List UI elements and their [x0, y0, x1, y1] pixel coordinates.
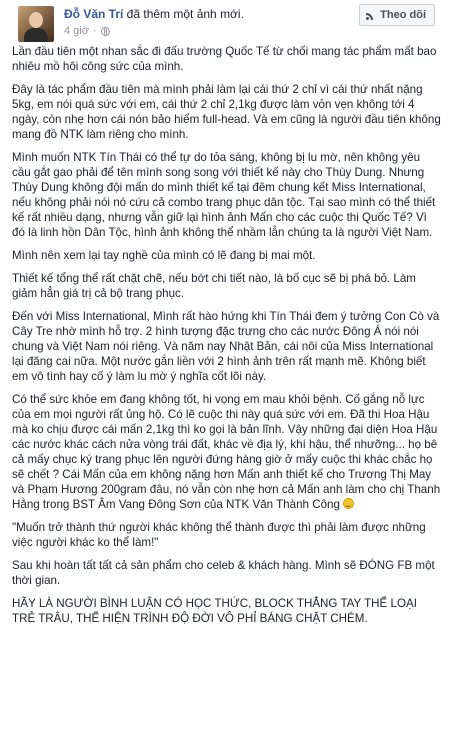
post-header	[10, 0, 443, 44]
smile-emoji-icon	[343, 498, 354, 509]
post-paragraph: Mình muốn NTK Tín Thái có thể tự do tỏa sáng, không bị lu mờ, nên không yêu cầu gắt gao phải để tên mình song song với thiết kế này cho Thùy Dung. Nhưng Thùy Dung không đội mấn do mình thiết kế tại đêm chung kết Miss International, nếu không phải nói nó cứu cả combo trang phục dân tộc. Tại sao mình có thể thiết kế rất nhiều dạng, nhưng vẫn giữ lại hình ảnh Mấn cho các cuộc thi Quốc Tế? Vì đó là linh hồn Dân Tộc, hình ảnh không thể nhầm lẫn chúng ta là người Việt Nam.	[12, 151, 436, 239]
post-timestamp[interactable]: 4 giờ	[64, 25, 89, 37]
post-paragraph: Đây là tác phẩm đầu tiên mà mình phải làm lại cái thứ 2 chỉ vì cái thứ nhất nặng 5kg, em nói quá sức với em, cái thứ 2 chỉ 2,1kg được làm vỏn vẹn không tới 4 ngày, còn nhẹ hơn cái nón bảo hiểm full-head. Và em cũng là người đầu tiên không mang đồ NTK làm riêng cho mình.	[12, 83, 441, 141]
post-paragraph: Thiết kế tổng thể rất chặt chẽ, nếu bớt chi tiết nào, là bố cục sẽ bị phá bỏ. Làm giảm hẳn giá trị cả bộ trang phục.	[12, 272, 416, 300]
post-warning: HÃY LÀ NGƯỜI BÌNH LUẬN CÓ HỌC THỨC, BLOCK THẲNG TAY THỂ LOẠI TRẺ TRÂU, THỂ HIỆN TRÌNH ĐỘ ĐỜI VÔ PHỈ BÁNG CHẶT CHÉM.	[12, 597, 417, 625]
avatar[interactable]	[18, 6, 54, 42]
post-paragraph: Sau khi hoàn tất tất cả sản phẩm cho celeb & khách hàng. Mình sẽ ĐÓNG FB một thời gian.	[12, 559, 435, 587]
author-name[interactable]: Đỗ Văn Trí	[64, 7, 124, 21]
post-title-line	[64, 7, 244, 21]
rss-icon	[366, 10, 376, 20]
post-content	[10, 44, 443, 626]
post-paragraph: Đến với Miss International, Mình rất hào hứng khi Tín Thái đem ý tưởng Con Cò và Cây Tre nhờ mình hỗ trợ. 2 hình tượng đặc trưng cho các nước Đông Á nói nói chung và Việt Nam nói riêng. Và năm nay Nhật Bản, cái nôi của Miss International lại đăng cai nữa. Một nước gắn liền với 2 hình ảnh trên rất mạnh mẽ. Không biết em vô tình hay cố ý làm lu mờ ý nghĩa cốt lõi này.	[12, 310, 440, 383]
post-paragraph-with-emoji	[12, 392, 441, 512]
post-paragraph-text: Có thể sức khỏe em đang không tốt, hi vọng em mau khỏi bệnh. Cố gắng nỗ lực của em mọi người rất ủng hộ. Có lẽ cuộc thi này quá sức với em. Đã thi Hoa Hậu mà ko chịu được cái mấn 2,1kg thì ko gọi là bản lĩnh. Vậy những đại diện Hoa Hậu các nước khác cách nửa vòng trái đất, khác về địa lý, khí hậu, thể nhưỡng... họ bê cả mấy chục ký trang phục lên người đứng hàng giờ ở mấy cuộc thi khác chắc họ sẽ chết ? Cái Mấn của em không nặng hơn Mấn anh thiết kế cho Trương Thị May và Phạm Hương 200gram đâu, nó vẫn còn nhẹ hơn cả Mấn anh làm cho chị Thanh Hằng trong BST Âm Vang Đông Sơn của NTK Văn Thành Công	[12, 393, 441, 511]
globe-icon[interactable]	[101, 27, 110, 36]
post-paragraph: Lần đầu tiên một nhan sắc đi đấu trường Quốc Tế từ chối mang tác phẩm mất bao nhiêu mồ hôi công sức của mình.	[12, 45, 437, 73]
avatar-body	[24, 28, 48, 42]
post-action-text: đã thêm một ảnh mới.	[123, 7, 244, 21]
post-paragraph: Mình nên xem lại tay nghề của mình có lẽ đang bị mai một.	[12, 249, 316, 262]
avatar-face	[29, 12, 43, 28]
meta-separator: ·	[92, 25, 97, 37]
follow-button[interactable]	[359, 4, 435, 26]
follow-button-label: Theo dõi	[380, 9, 426, 21]
post-meta	[64, 25, 110, 37]
post-quote: "Muốn trở thành thứ người khác không thể thành được thì phải làm được những việc người khác ko thể làm!"	[12, 521, 426, 549]
